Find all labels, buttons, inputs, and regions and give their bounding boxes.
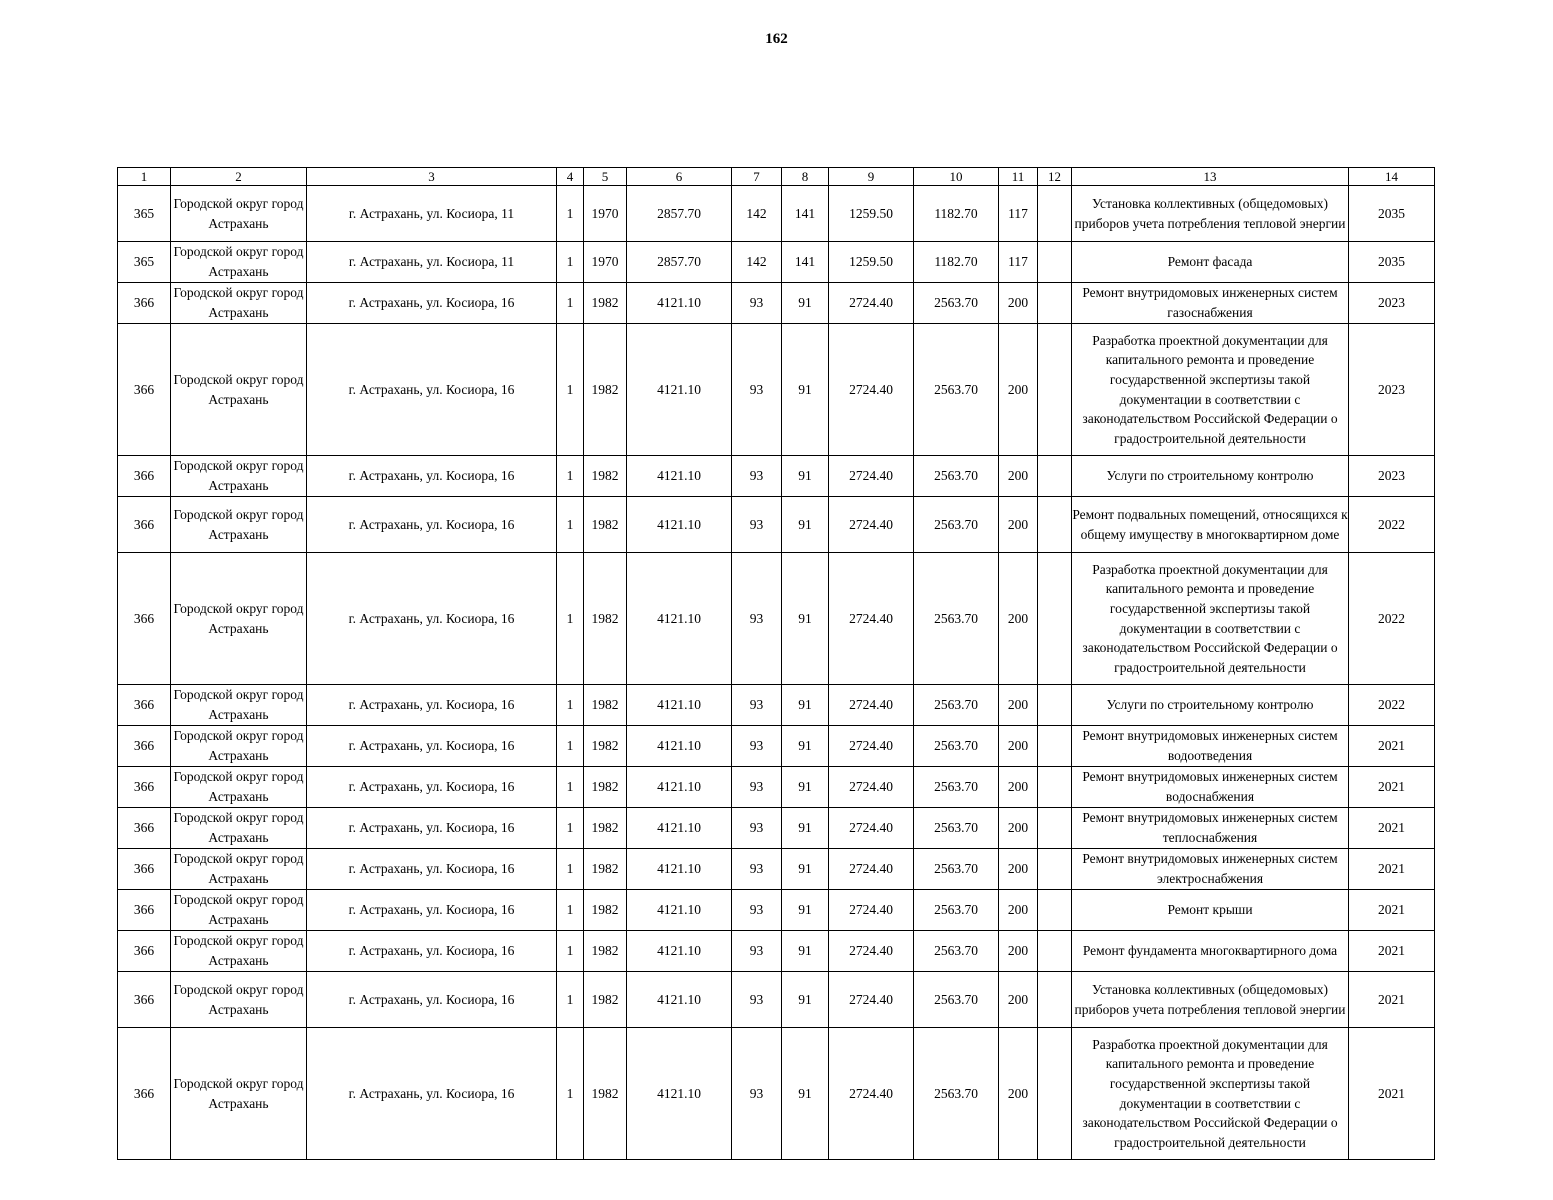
work-type-cell: Разработка проектной документации для капитального ремонта и проведение государственной экспертизы такой документации в соответствии с законодательством Российской Федерации о градостроительной деятельности <box>1072 553 1349 685</box>
work-type-cell: Ремонт подвальных помещений, относящихся к общему имуществу в многоквартирном доме <box>1072 497 1349 553</box>
year-cell: 1982 <box>584 767 627 808</box>
col8-cell: 141 <box>782 242 829 283</box>
table-row <box>118 849 1435 890</box>
col10-cell: 2563.70 <box>914 767 999 808</box>
col8-cell: 91 <box>782 808 829 849</box>
house-number-cell: 366 <box>118 283 171 324</box>
work-type-cell: Ремонт внутридомовых инженерных систем газоснабжения <box>1072 283 1349 324</box>
col11-cell: 200 <box>999 324 1038 456</box>
address-cell: г. Астрахань, ул. Косиора, 16 <box>307 497 557 553</box>
year-cell: 1982 <box>584 931 627 972</box>
house-number-cell: 365 <box>118 242 171 283</box>
col7-cell: 93 <box>732 553 782 685</box>
total-area-cell: 4121.10 <box>627 1028 732 1160</box>
col-header: 13 <box>1072 168 1349 186</box>
work-type-cell: Ремонт внутридомовых инженерных систем водоснабжения <box>1072 767 1349 808</box>
table-row <box>118 553 1435 685</box>
col12-cell <box>1038 890 1072 931</box>
col4-cell: 1 <box>557 890 584 931</box>
table-row <box>118 324 1435 456</box>
col9-cell: 2724.40 <box>829 283 914 324</box>
address-cell: г. Астрахань, ул. Косиора, 16 <box>307 808 557 849</box>
col4-cell: 1 <box>557 1028 584 1160</box>
col8-cell: 91 <box>782 890 829 931</box>
total-area-cell: 4121.10 <box>627 553 732 685</box>
year-cell: 1982 <box>584 685 627 726</box>
table-row <box>118 1028 1435 1160</box>
year-cell: 1970 <box>584 242 627 283</box>
col11-cell: 200 <box>999 849 1038 890</box>
address-cell: г. Астрахань, ул. Косиора, 16 <box>307 324 557 456</box>
address-cell: г. Астрахань, ул. Косиора, 16 <box>307 685 557 726</box>
total-area-cell: 4121.10 <box>627 283 732 324</box>
col4-cell: 1 <box>557 849 584 890</box>
col-header: 11 <box>999 168 1038 186</box>
total-area-cell: 2857.70 <box>627 242 732 283</box>
col10-cell: 2563.70 <box>914 456 999 497</box>
house-number-cell: 366 <box>118 553 171 685</box>
col9-cell: 2724.40 <box>829 456 914 497</box>
work-type-cell: Услуги по строительному контролю <box>1072 685 1349 726</box>
col9-cell: 2724.40 <box>829 324 914 456</box>
col-header: 14 <box>1349 168 1435 186</box>
col11-cell: 200 <box>999 1028 1038 1160</box>
total-area-cell: 2857.70 <box>627 186 732 242</box>
col-header: 3 <box>307 168 557 186</box>
work-type-cell: Разработка проектной документации для капитального ремонта и проведение государственной экспертизы такой документации в соответствии с законодательством Российской Федерации о градостроительной деятельности <box>1072 1028 1349 1160</box>
col4-cell: 1 <box>557 283 584 324</box>
col9-cell: 2724.40 <box>829 1028 914 1160</box>
work-type-cell: Установка коллективных (общедомовых) приборов учета потребления тепловой энергии <box>1072 186 1349 242</box>
col4-cell: 1 <box>557 972 584 1028</box>
col11-cell: 200 <box>999 685 1038 726</box>
municipality-cell: Городской округ город Астрахань <box>171 283 307 324</box>
col10-cell: 2563.70 <box>914 497 999 553</box>
col4-cell: 1 <box>557 808 584 849</box>
col4-cell: 1 <box>557 186 584 242</box>
year-cell: 1982 <box>584 726 627 767</box>
year-cell: 1982 <box>584 808 627 849</box>
municipality-cell: Городской округ город Астрахань <box>171 808 307 849</box>
col11-cell: 200 <box>999 931 1038 972</box>
col4-cell: 1 <box>557 726 584 767</box>
col8-cell: 91 <box>782 1028 829 1160</box>
table-row <box>118 186 1435 242</box>
municipality-cell: Городской округ город Астрахань <box>171 972 307 1028</box>
col4-cell: 1 <box>557 767 584 808</box>
col7-cell: 93 <box>732 849 782 890</box>
col12-cell <box>1038 186 1072 242</box>
col11-cell: 200 <box>999 456 1038 497</box>
col7-cell: 93 <box>732 931 782 972</box>
col11-cell: 117 <box>999 186 1038 242</box>
table-row <box>118 808 1435 849</box>
col10-cell: 2563.70 <box>914 931 999 972</box>
col12-cell <box>1038 808 1072 849</box>
plan-year-cell: 2023 <box>1349 283 1435 324</box>
col12-cell <box>1038 685 1072 726</box>
address-cell: г. Астрахань, ул. Косиора, 16 <box>307 931 557 972</box>
col7-cell: 93 <box>732 808 782 849</box>
repair-schedule-table <box>117 167 1435 1160</box>
col-header: 5 <box>584 168 627 186</box>
col4-cell: 1 <box>557 497 584 553</box>
col7-cell: 142 <box>732 242 782 283</box>
col4-cell: 1 <box>557 553 584 685</box>
col7-cell: 93 <box>732 324 782 456</box>
col11-cell: 200 <box>999 808 1038 849</box>
col4-cell: 1 <box>557 685 584 726</box>
plan-year-cell: 2021 <box>1349 726 1435 767</box>
plan-year-cell: 2022 <box>1349 553 1435 685</box>
address-cell: г. Астрахань, ул. Косиора, 16 <box>307 1028 557 1160</box>
total-area-cell: 4121.10 <box>627 726 732 767</box>
work-type-cell: Установка коллективных (общедомовых) приборов учета потребления тепловой энергии <box>1072 972 1349 1028</box>
address-cell: г. Астрахань, ул. Косиора, 16 <box>307 890 557 931</box>
col7-cell: 93 <box>732 283 782 324</box>
year-cell: 1982 <box>584 849 627 890</box>
col-header: 9 <box>829 168 914 186</box>
work-type-cell: Ремонт внутридомовых инженерных систем теплоснабжения <box>1072 808 1349 849</box>
col8-cell: 91 <box>782 726 829 767</box>
work-type-cell: Ремонт внутридомовых инженерных систем электроснабжения <box>1072 849 1349 890</box>
work-type-cell: Ремонт внутридомовых инженерных систем водоотведения <box>1072 726 1349 767</box>
total-area-cell: 4121.10 <box>627 972 732 1028</box>
col8-cell: 91 <box>782 497 829 553</box>
house-number-cell: 366 <box>118 890 171 931</box>
col4-cell: 1 <box>557 324 584 456</box>
col10-cell: 2563.70 <box>914 890 999 931</box>
col12-cell <box>1038 242 1072 283</box>
col10-cell: 2563.70 <box>914 808 999 849</box>
col9-cell: 2724.40 <box>829 553 914 685</box>
municipality-cell: Городской округ город Астрахань <box>171 497 307 553</box>
col9-cell: 2724.40 <box>829 726 914 767</box>
year-cell: 1970 <box>584 186 627 242</box>
col10-cell: 2563.70 <box>914 553 999 685</box>
year-cell: 1982 <box>584 497 627 553</box>
year-cell: 1982 <box>584 1028 627 1160</box>
address-cell: г. Астрахань, ул. Косиора, 11 <box>307 242 557 283</box>
col10-cell: 2563.70 <box>914 972 999 1028</box>
header-row <box>118 168 1435 186</box>
col11-cell: 200 <box>999 972 1038 1028</box>
col10-cell: 2563.70 <box>914 849 999 890</box>
col8-cell: 91 <box>782 972 829 1028</box>
table-row <box>118 726 1435 767</box>
col7-cell: 93 <box>732 1028 782 1160</box>
municipality-cell: Городской округ город Астрахань <box>171 186 307 242</box>
plan-year-cell: 2021 <box>1349 849 1435 890</box>
plan-year-cell: 2035 <box>1349 186 1435 242</box>
col7-cell: 93 <box>732 767 782 808</box>
plan-year-cell: 2021 <box>1349 1028 1435 1160</box>
col9-cell: 2724.40 <box>829 685 914 726</box>
year-cell: 1982 <box>584 890 627 931</box>
col10-cell: 1182.70 <box>914 242 999 283</box>
address-cell: г. Астрахань, ул. Косиора, 11 <box>307 186 557 242</box>
plan-year-cell: 2021 <box>1349 931 1435 972</box>
col10-cell: 2563.70 <box>914 324 999 456</box>
col10-cell: 1182.70 <box>914 186 999 242</box>
col7-cell: 93 <box>732 726 782 767</box>
col-header: 2 <box>171 168 307 186</box>
col8-cell: 91 <box>782 685 829 726</box>
col-header: 6 <box>627 168 732 186</box>
plan-year-cell: 2021 <box>1349 890 1435 931</box>
house-number-cell: 366 <box>118 726 171 767</box>
col8-cell: 91 <box>782 931 829 972</box>
plan-year-cell: 2021 <box>1349 767 1435 808</box>
col12-cell <box>1038 283 1072 324</box>
col12-cell <box>1038 726 1072 767</box>
total-area-cell: 4121.10 <box>627 685 732 726</box>
municipality-cell: Городской округ город Астрахань <box>171 324 307 456</box>
work-type-cell: Разработка проектной документации для капитального ремонта и проведение государственной экспертизы такой документации в соответствии с законодательством Российской Федерации о градостроительной деятельности <box>1072 324 1349 456</box>
year-cell: 1982 <box>584 553 627 685</box>
municipality-cell: Городской округ город Астрахань <box>171 726 307 767</box>
col9-cell: 2724.40 <box>829 931 914 972</box>
total-area-cell: 4121.10 <box>627 931 732 972</box>
house-number-cell: 366 <box>118 456 171 497</box>
col9-cell: 1259.50 <box>829 186 914 242</box>
col9-cell: 2724.40 <box>829 890 914 931</box>
plan-year-cell: 2023 <box>1349 324 1435 456</box>
year-cell: 1982 <box>584 456 627 497</box>
table-row <box>118 242 1435 283</box>
address-cell: г. Астрахань, ул. Косиора, 16 <box>307 767 557 808</box>
col-header: 12 <box>1038 168 1072 186</box>
municipality-cell: Городской округ город Астрахань <box>171 242 307 283</box>
col-header: 8 <box>782 168 829 186</box>
col12-cell <box>1038 324 1072 456</box>
col9-cell: 2724.40 <box>829 767 914 808</box>
year-cell: 1982 <box>584 972 627 1028</box>
col-header: 7 <box>732 168 782 186</box>
col9-cell: 2724.40 <box>829 972 914 1028</box>
table-row <box>118 931 1435 972</box>
house-number-cell: 366 <box>118 808 171 849</box>
col8-cell: 91 <box>782 456 829 497</box>
col11-cell: 200 <box>999 283 1038 324</box>
plan-year-cell: 2022 <box>1349 497 1435 553</box>
total-area-cell: 4121.10 <box>627 324 732 456</box>
col10-cell: 2563.70 <box>914 685 999 726</box>
house-number-cell: 365 <box>118 186 171 242</box>
col11-cell: 200 <box>999 890 1038 931</box>
table-row <box>118 456 1435 497</box>
col4-cell: 1 <box>557 242 584 283</box>
plan-year-cell: 2023 <box>1349 456 1435 497</box>
address-cell: г. Астрахань, ул. Косиора, 16 <box>307 972 557 1028</box>
table-row <box>118 972 1435 1028</box>
house-number-cell: 366 <box>118 497 171 553</box>
table-body <box>118 186 1435 1160</box>
col9-cell: 2724.40 <box>829 808 914 849</box>
col11-cell: 200 <box>999 553 1038 685</box>
municipality-cell: Городской округ город Астрахань <box>171 553 307 685</box>
plan-year-cell: 2022 <box>1349 685 1435 726</box>
plan-year-cell: 2021 <box>1349 808 1435 849</box>
year-cell: 1982 <box>584 324 627 456</box>
total-area-cell: 4121.10 <box>627 497 732 553</box>
house-number-cell: 366 <box>118 1028 171 1160</box>
table-row <box>118 497 1435 553</box>
municipality-cell: Городской округ город Астрахань <box>171 849 307 890</box>
col8-cell: 91 <box>782 849 829 890</box>
col9-cell: 2724.40 <box>829 497 914 553</box>
total-area-cell: 4121.10 <box>627 808 732 849</box>
address-cell: г. Астрахань, ул. Косиора, 16 <box>307 726 557 767</box>
house-number-cell: 366 <box>118 685 171 726</box>
col-header: 1 <box>118 168 171 186</box>
work-type-cell: Ремонт фундамента многоквартирного дома <box>1072 931 1349 972</box>
col9-cell: 1259.50 <box>829 242 914 283</box>
house-number-cell: 366 <box>118 972 171 1028</box>
col9-cell: 2724.40 <box>829 849 914 890</box>
address-cell: г. Астрахань, ул. Косиора, 16 <box>307 849 557 890</box>
table-row <box>118 767 1435 808</box>
address-cell: г. Астрахань, ул. Косиора, 16 <box>307 283 557 324</box>
house-number-cell: 366 <box>118 849 171 890</box>
col-header: 4 <box>557 168 584 186</box>
plan-year-cell: 2035 <box>1349 242 1435 283</box>
total-area-cell: 4121.10 <box>627 849 732 890</box>
total-area-cell: 4121.10 <box>627 456 732 497</box>
municipality-cell: Городской округ город Астрахань <box>171 890 307 931</box>
col12-cell <box>1038 931 1072 972</box>
col12-cell <box>1038 497 1072 553</box>
col12-cell <box>1038 849 1072 890</box>
col8-cell: 91 <box>782 324 829 456</box>
col8-cell: 91 <box>782 553 829 685</box>
plan-year-cell: 2021 <box>1349 972 1435 1028</box>
work-type-cell: Ремонт крыши <box>1072 890 1349 931</box>
col4-cell: 1 <box>557 931 584 972</box>
col7-cell: 93 <box>732 456 782 497</box>
house-number-cell: 366 <box>118 324 171 456</box>
municipality-cell: Городской округ город Астрахань <box>171 685 307 726</box>
col8-cell: 141 <box>782 186 829 242</box>
house-number-cell: 366 <box>118 931 171 972</box>
col12-cell <box>1038 456 1072 497</box>
work-type-cell: Ремонт фасада <box>1072 242 1349 283</box>
col-header: 10 <box>914 168 999 186</box>
page-number: 162 <box>765 31 788 47</box>
year-cell: 1982 <box>584 283 627 324</box>
col11-cell: 200 <box>999 767 1038 808</box>
municipality-cell: Городской округ город Астрахань <box>171 456 307 497</box>
col12-cell <box>1038 1028 1072 1160</box>
col7-cell: 93 <box>732 497 782 553</box>
table-row <box>118 283 1435 324</box>
house-number-cell: 366 <box>118 767 171 808</box>
table-row <box>118 890 1435 931</box>
address-cell: г. Астрахань, ул. Косиора, 16 <box>307 456 557 497</box>
col11-cell: 200 <box>999 726 1038 767</box>
col12-cell <box>1038 767 1072 808</box>
col8-cell: 91 <box>782 283 829 324</box>
work-type-cell: Услуги по строительному контролю <box>1072 456 1349 497</box>
col7-cell: 93 <box>732 685 782 726</box>
col8-cell: 91 <box>782 767 829 808</box>
col7-cell: 93 <box>732 972 782 1028</box>
col12-cell <box>1038 553 1072 685</box>
col12-cell <box>1038 972 1072 1028</box>
col4-cell: 1 <box>557 456 584 497</box>
col10-cell: 2563.70 <box>914 726 999 767</box>
address-cell: г. Астрахань, ул. Косиора, 16 <box>307 553 557 685</box>
municipality-cell: Городской округ город Астрахань <box>171 767 307 808</box>
col10-cell: 2563.70 <box>914 283 999 324</box>
col11-cell: 200 <box>999 497 1038 553</box>
municipality-cell: Городской округ город Астрахань <box>171 931 307 972</box>
col7-cell: 142 <box>732 186 782 242</box>
total-area-cell: 4121.10 <box>627 767 732 808</box>
table-row <box>118 685 1435 726</box>
col7-cell: 93 <box>732 890 782 931</box>
col11-cell: 117 <box>999 242 1038 283</box>
col10-cell: 2563.70 <box>914 1028 999 1160</box>
total-area-cell: 4121.10 <box>627 890 732 931</box>
municipality-cell: Городской округ город Астрахань <box>171 1028 307 1160</box>
